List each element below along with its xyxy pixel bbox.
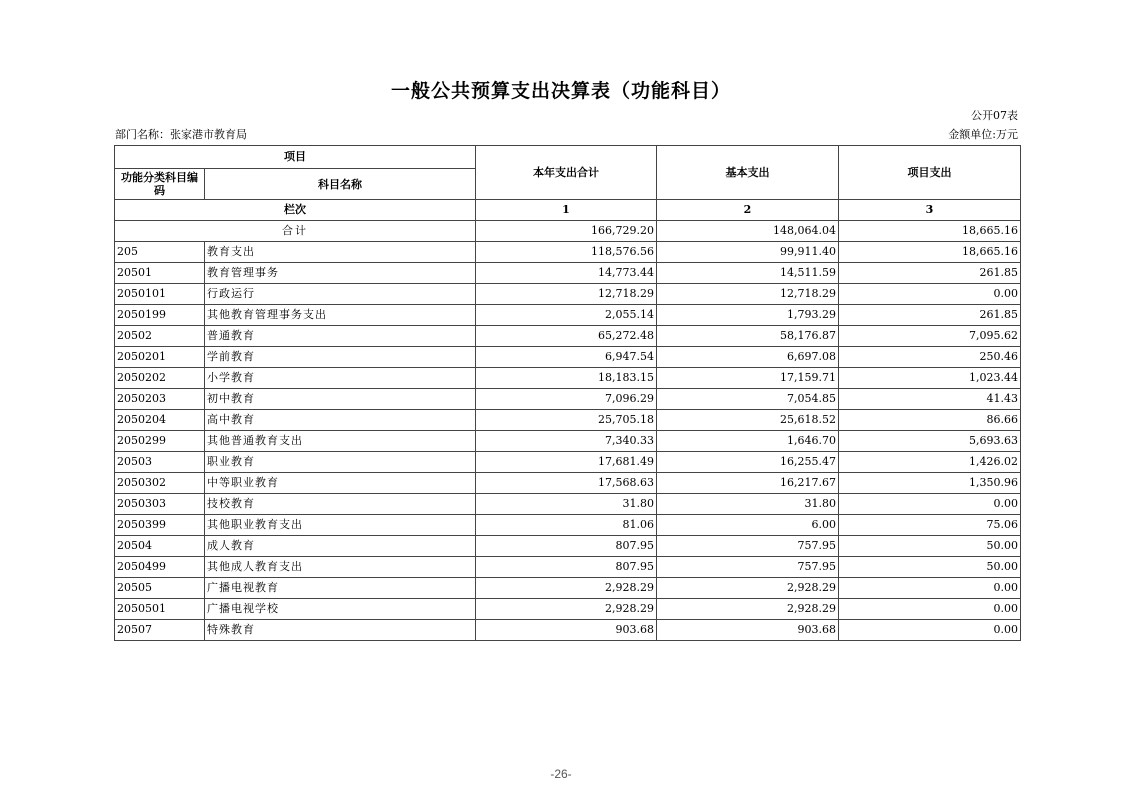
row-total: 807.95 [476, 536, 657, 557]
row-code: 2050101 [115, 284, 205, 305]
amount-unit-label: 金额单位:万元 [948, 128, 1018, 141]
total-project: 18,665.16 [839, 221, 1021, 242]
row-basic: 16,255.47 [657, 452, 839, 473]
row-total: 17,681.49 [476, 452, 657, 473]
row-project: 250.46 [839, 347, 1021, 368]
row-basic: 2,928.29 [657, 599, 839, 620]
row-project: 0.00 [839, 494, 1021, 515]
row-code: 2050201 [115, 347, 205, 368]
row-project: 18,665.16 [839, 242, 1021, 263]
row-total: 14,773.44 [476, 263, 657, 284]
row-code: 20501 [115, 263, 205, 284]
row-total: 25,705.18 [476, 410, 657, 431]
header-code: 功能分类科目编码 [115, 169, 205, 200]
table-row [115, 557, 1021, 578]
table-row [115, 431, 1021, 452]
row-total: 12,718.29 [476, 284, 657, 305]
total-basic: 148,064.04 [657, 221, 839, 242]
row-total: 6,947.54 [476, 347, 657, 368]
row-project: 261.85 [839, 263, 1021, 284]
row-project: 0.00 [839, 599, 1021, 620]
row-total: 81.06 [476, 515, 657, 536]
table-row [115, 284, 1021, 305]
row-basic: 58,176.87 [657, 326, 839, 347]
row-code: 2050204 [115, 410, 205, 431]
row-project: 75.06 [839, 515, 1021, 536]
row-code: 2050501 [115, 599, 205, 620]
row-project: 41.43 [839, 389, 1021, 410]
row-code: 2050499 [115, 557, 205, 578]
row-basic: 1,793.29 [657, 305, 839, 326]
row-project: 0.00 [839, 284, 1021, 305]
row-code: 20504 [115, 536, 205, 557]
total-label: 合计 [115, 221, 476, 242]
row-total: 118,576.56 [476, 242, 657, 263]
page-title: 一般公共预算支出决算表（功能科目） [390, 80, 731, 102]
table-row [115, 305, 1021, 326]
row-code: 20505 [115, 578, 205, 599]
table-row [115, 368, 1021, 389]
row-basic: 6.00 [657, 515, 839, 536]
table-row [115, 389, 1021, 410]
row-name: 行政运行 [205, 284, 476, 305]
row-name: 成人教育 [205, 536, 476, 557]
table-row [115, 347, 1021, 368]
row-basic: 6,697.08 [657, 347, 839, 368]
row-basic: 757.95 [657, 536, 839, 557]
department-label: 部门名称：张家港市教育局 [115, 128, 247, 141]
table-row [115, 620, 1021, 641]
row-name: 其他成人教育支出 [205, 557, 476, 578]
row-code: 2050203 [115, 389, 205, 410]
header-col1: 1 [476, 200, 657, 221]
row-basic: 12,718.29 [657, 284, 839, 305]
row-code: 2050302 [115, 473, 205, 494]
row-project: 1,426.02 [839, 452, 1021, 473]
row-project: 261.85 [839, 305, 1021, 326]
table-row [115, 515, 1021, 536]
row-basic: 7,054.85 [657, 389, 839, 410]
header-name: 科目名称 [205, 169, 476, 200]
row-project: 1,023.44 [839, 368, 1021, 389]
table-row [115, 326, 1021, 347]
header-col3: 3 [839, 200, 1021, 221]
total-total: 166,729.20 [476, 221, 657, 242]
total-row [115, 221, 1021, 242]
row-name: 教育管理事务 [205, 263, 476, 284]
row-name: 学前教育 [205, 347, 476, 368]
row-basic: 17,159.71 [657, 368, 839, 389]
table-row [115, 494, 1021, 515]
row-total: 7,096.29 [476, 389, 657, 410]
row-project: 5,693.63 [839, 431, 1021, 452]
row-name: 普通教育 [205, 326, 476, 347]
row-total: 807.95 [476, 557, 657, 578]
row-basic: 16,217.67 [657, 473, 839, 494]
row-project: 50.00 [839, 536, 1021, 557]
row-basic: 99,911.40 [657, 242, 839, 263]
row-name: 技校教育 [205, 494, 476, 515]
document-code: 公开07表 [971, 109, 1018, 122]
row-name: 其他职业教育支出 [205, 515, 476, 536]
row-project: 86.66 [839, 410, 1021, 431]
page-number: -26- [550, 767, 572, 781]
row-basic: 31.80 [657, 494, 839, 515]
header-basic: 基本支出 [657, 146, 839, 200]
row-name: 广播电视教育 [205, 578, 476, 599]
row-name: 教育支出 [205, 242, 476, 263]
row-project: 1,350.96 [839, 473, 1021, 494]
header-row-label: 栏次 [115, 200, 476, 221]
table-row [115, 578, 1021, 599]
row-code: 20503 [115, 452, 205, 473]
row-name: 中等职业教育 [205, 473, 476, 494]
row-basic: 1,646.70 [657, 431, 839, 452]
table-row [115, 410, 1021, 431]
row-basic: 2,928.29 [657, 578, 839, 599]
table-row [115, 263, 1021, 284]
row-total: 2,928.29 [476, 578, 657, 599]
row-project: 50.00 [839, 557, 1021, 578]
row-project: 0.00 [839, 620, 1021, 641]
row-code: 2050202 [115, 368, 205, 389]
row-name: 高中教育 [205, 410, 476, 431]
row-code: 2050199 [115, 305, 205, 326]
row-code: 20507 [115, 620, 205, 641]
header-total: 本年支出合计 [476, 146, 657, 200]
table-row [115, 473, 1021, 494]
header-item: 项目 [115, 146, 476, 169]
row-name: 特殊教育 [205, 620, 476, 641]
row-name: 其他普通教育支出 [205, 431, 476, 452]
row-total: 2,928.29 [476, 599, 657, 620]
row-name: 初中教育 [205, 389, 476, 410]
expenditure-table [114, 145, 1021, 641]
row-total: 903.68 [476, 620, 657, 641]
row-code: 2050303 [115, 494, 205, 515]
table-row [115, 536, 1021, 557]
row-basic: 14,511.59 [657, 263, 839, 284]
row-name: 广播电视学校 [205, 599, 476, 620]
row-basic: 25,618.52 [657, 410, 839, 431]
table-row [115, 242, 1021, 263]
header-project: 项目支出 [839, 146, 1021, 200]
row-project: 0.00 [839, 578, 1021, 599]
row-total: 18,183.15 [476, 368, 657, 389]
row-total: 2,055.14 [476, 305, 657, 326]
row-code: 2050299 [115, 431, 205, 452]
row-total: 65,272.48 [476, 326, 657, 347]
row-name: 其他教育管理事务支出 [205, 305, 476, 326]
row-code: 205 [115, 242, 205, 263]
row-code: 20502 [115, 326, 205, 347]
row-total: 17,568.63 [476, 473, 657, 494]
row-total: 7,340.33 [476, 431, 657, 452]
row-name: 小学教育 [205, 368, 476, 389]
table-row [115, 599, 1021, 620]
row-basic: 757.95 [657, 557, 839, 578]
row-basic: 903.68 [657, 620, 839, 641]
row-code: 2050399 [115, 515, 205, 536]
table-row [115, 452, 1021, 473]
header-col2: 2 [657, 200, 839, 221]
row-project: 7,095.62 [839, 326, 1021, 347]
row-name: 职业教育 [205, 452, 476, 473]
row-total: 31.80 [476, 494, 657, 515]
